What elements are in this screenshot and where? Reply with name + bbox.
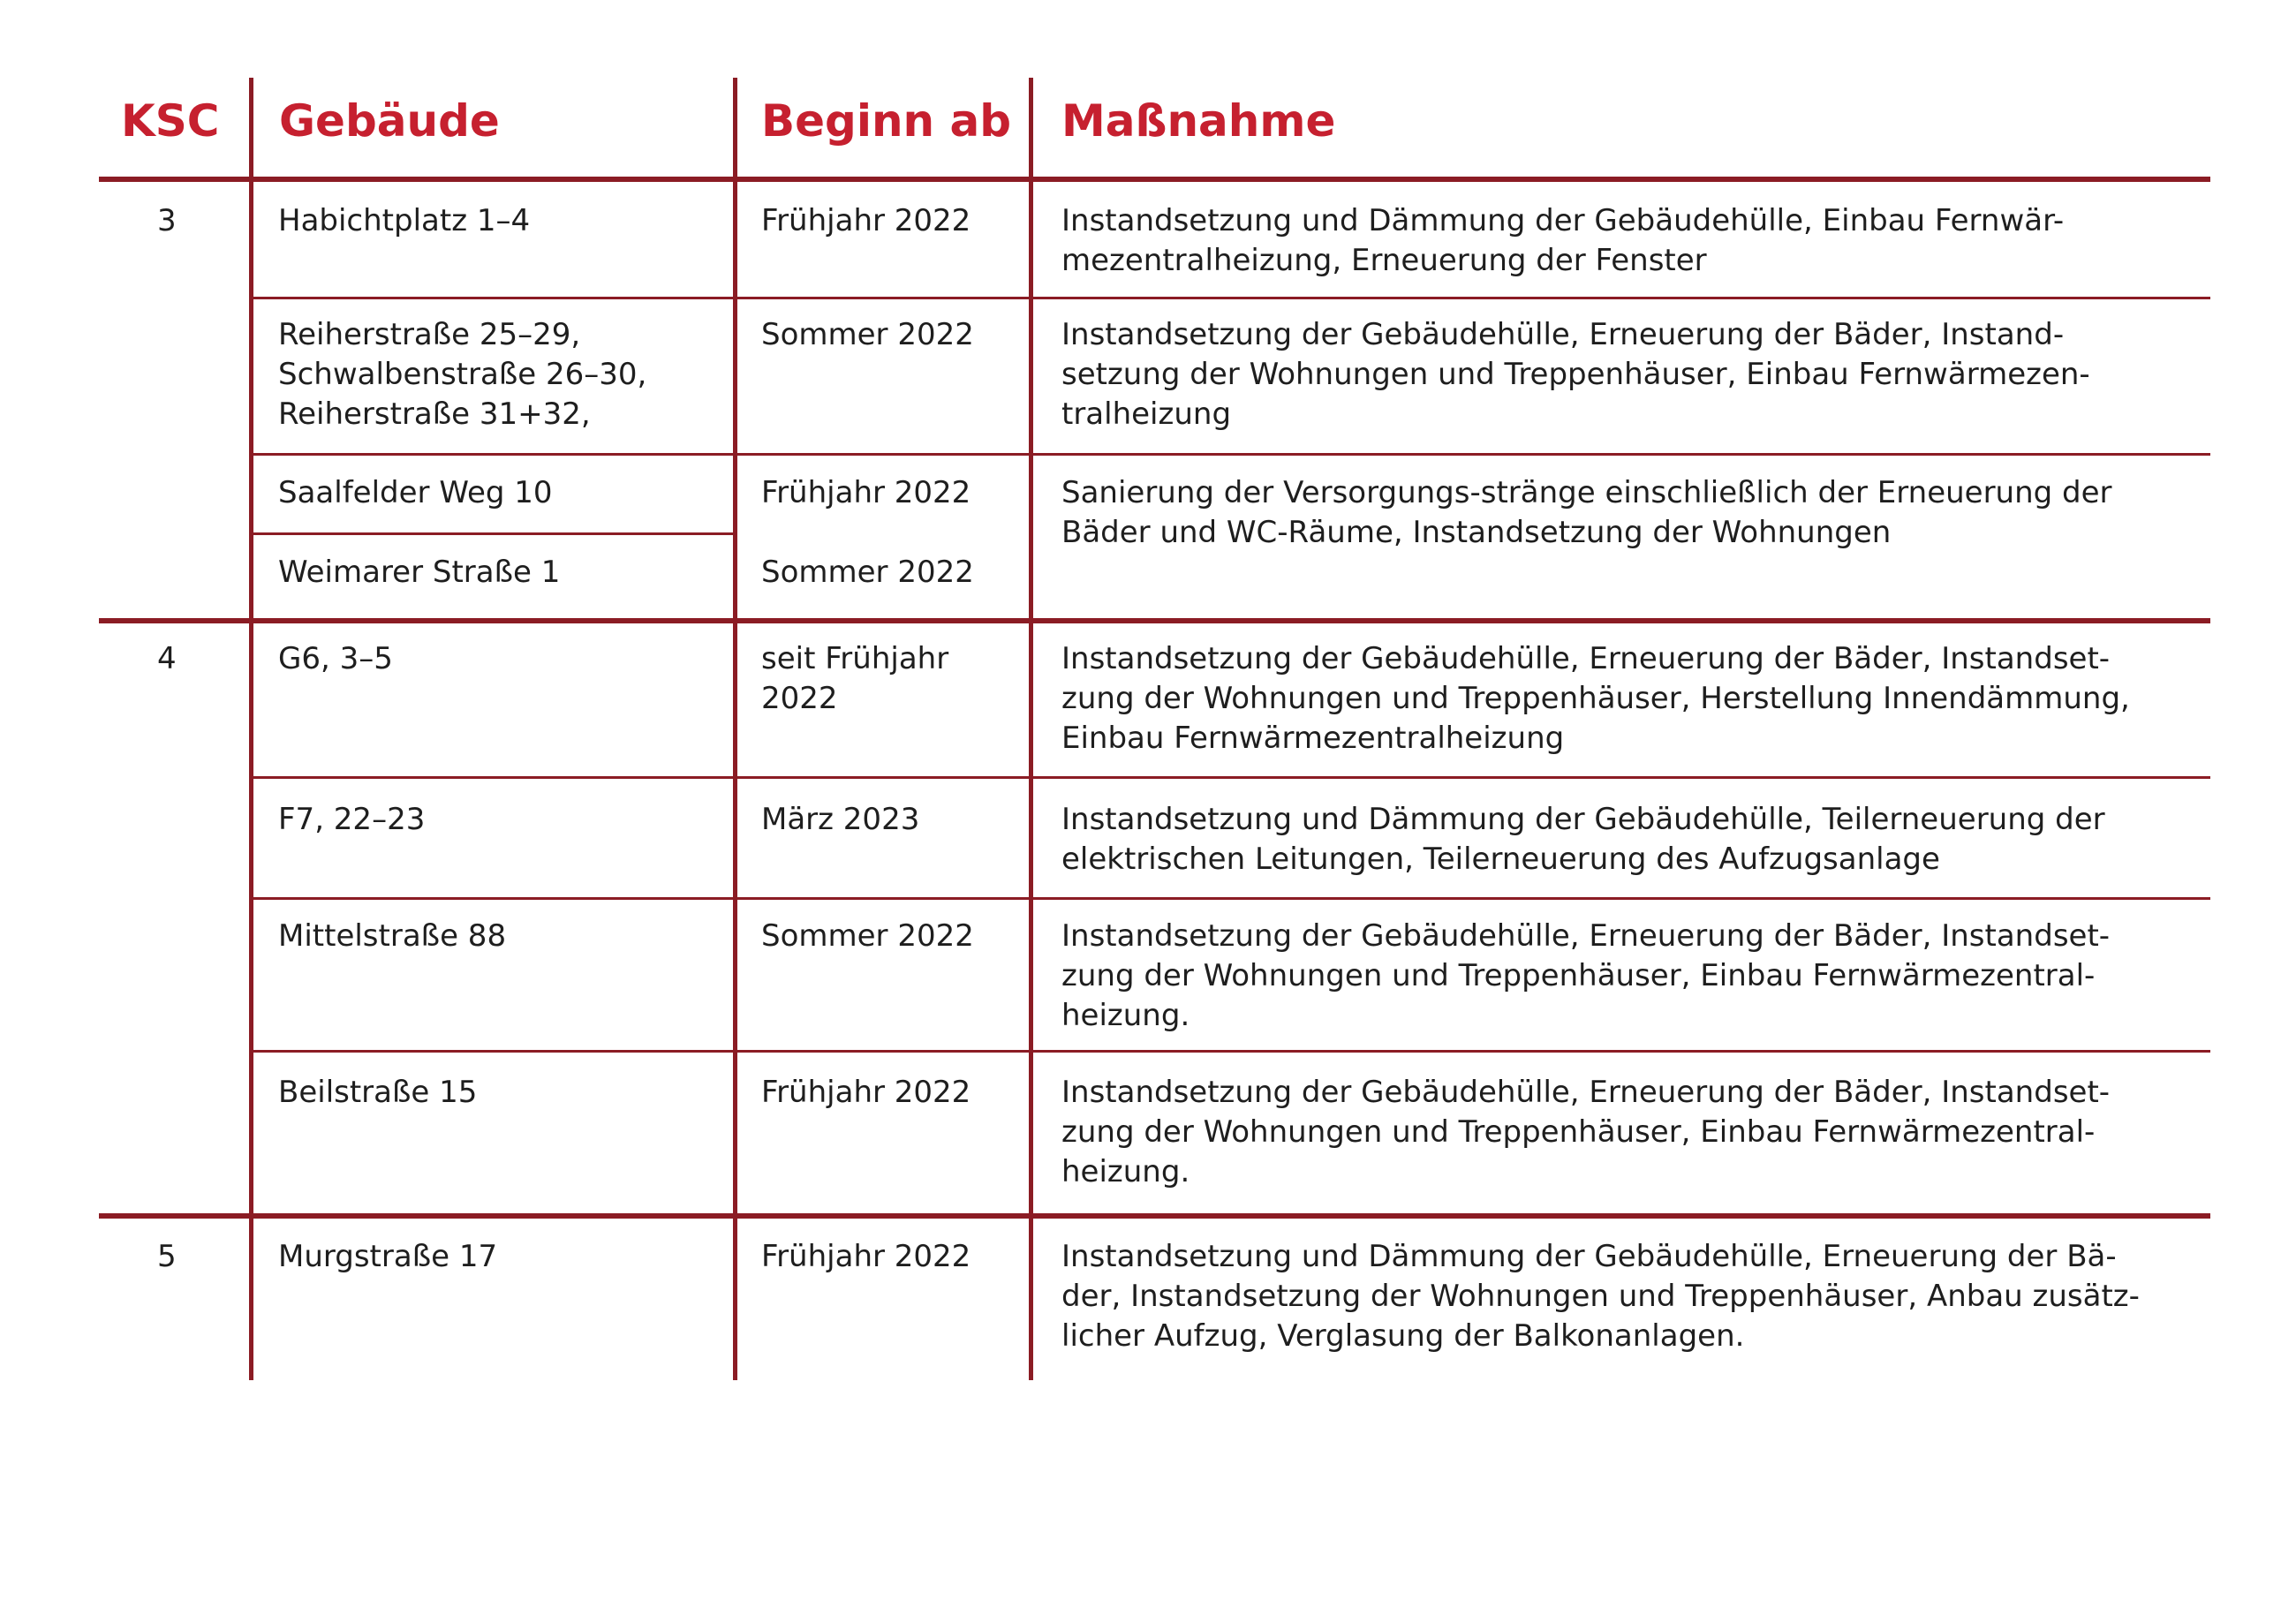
beginn-cell: Sommer 2022	[761, 555, 974, 590]
beginn-cell: Frühjahr 2022	[761, 203, 971, 238]
beginn-cell: März 2023	[761, 802, 920, 837]
gebaeude-cell: Saalfelder Weg 10	[278, 475, 553, 510]
row-rule	[251, 897, 2210, 900]
ksc-value: 5	[157, 1239, 177, 1274]
gebaeude-cell: Reiherstraße 25–29, Schwalbenstraße 26–30, Reiherstraße 31+32,	[278, 317, 647, 432]
beginn-cell: Sommer 2022	[761, 918, 974, 954]
massnahme-cell: Instandsetzung und Dämmung der Gebäudehülle, Erneuerung der Bä- der, Instandsetzung der Wohnungen und Treppenhäuser, Anbau zusätz- licher Aufzug, Verglasung der Balkonanlagen.	[1061, 1239, 2140, 1354]
massnahme-cell: Instandsetzung der Gebäudehülle, Erneuerung der Bäder, Instandset- zung der Wohnungen und Treppenhäuser, Herstellung Innendämmung, Einbau Fernwärmezentralheizung	[1061, 641, 2130, 756]
header-massnahme: Maßnahme	[1061, 95, 1336, 147]
ksc-value: 3	[157, 203, 177, 238]
beginn-cell: Frühjahr 2022	[761, 1239, 971, 1274]
massnahme-cell: Instandsetzung und Dämmung der Gebäudehülle, Einbau Fernwär- mezentralheizung, Erneuerung der Fenster	[1061, 203, 2065, 278]
massnahme-cell: Instandsetzung der Gebäudehülle, Erneuerung der Bäder, Instandset- zung der Wohnungen und Treppenhäuser, Einbau Fernwärmezentral- heizung.	[1061, 918, 2111, 1033]
massnahme-cell: Instandsetzung und Dämmung der Gebäudehülle, Teilerneuerung der elektrischen Leitungen, Teilerneuerung des Aufzugsanlage	[1061, 802, 2105, 877]
group-rule	[99, 1213, 2210, 1219]
ksc-value: 4	[157, 641, 177, 676]
gebaeude-cell: Weimarer Straße 1	[278, 555, 561, 590]
gebaeude-cell: Mittelstraße 88	[278, 918, 507, 954]
gebaeude-cell: Murgstraße 17	[278, 1239, 498, 1274]
beginn-cell: seit Frühjahr 2022	[761, 641, 949, 716]
header-gebaeude: Gebäude	[279, 95, 500, 147]
gebaeude-cell: Beilstraße 15	[278, 1075, 478, 1110]
beginn-cell: Frühjahr 2022	[761, 475, 971, 510]
massnahme-cell: Instandsetzung der Gebäudehülle, Erneuerung der Bäder, Instand- setzung der Wohnungen und Treppenhäuser, Einbau Fernwärmezen- tralheizung	[1061, 317, 2090, 432]
column-divider	[733, 78, 737, 1380]
group-rule	[99, 618, 2210, 623]
header-beginn: Beginn ab	[761, 95, 1012, 147]
row-rule	[251, 453, 2210, 456]
header-rule	[99, 177, 2210, 182]
row-rule	[251, 532, 735, 535]
row-rule	[251, 297, 2210, 299]
header-ksc: KSC	[121, 95, 220, 147]
column-divider	[1029, 78, 1033, 1380]
row-rule	[251, 1050, 2210, 1053]
massnahme-cell: Instandsetzung der Gebäudehülle, Erneuerung der Bäder, Instandset- zung der Wohnungen und Treppenhäuser, Einbau Fernwärmezentral- heizung.	[1061, 1075, 2111, 1189]
column-divider	[249, 78, 253, 1380]
row-rule	[251, 776, 2210, 779]
gebaeude-cell: G6, 3–5	[278, 641, 393, 676]
gebaeude-cell: Habichtplatz 1–4	[278, 203, 531, 238]
beginn-cell: Sommer 2022	[761, 317, 974, 352]
massnahme-cell: Sanierung der Versorgungs-stränge einschließlich der Erneuerung der Bäder und WC-Räume, Instandsetzung der Wohnungen	[1061, 475, 2112, 550]
gebaeude-cell: F7, 22–23	[278, 802, 426, 837]
beginn-cell: Frühjahr 2022	[761, 1075, 971, 1110]
